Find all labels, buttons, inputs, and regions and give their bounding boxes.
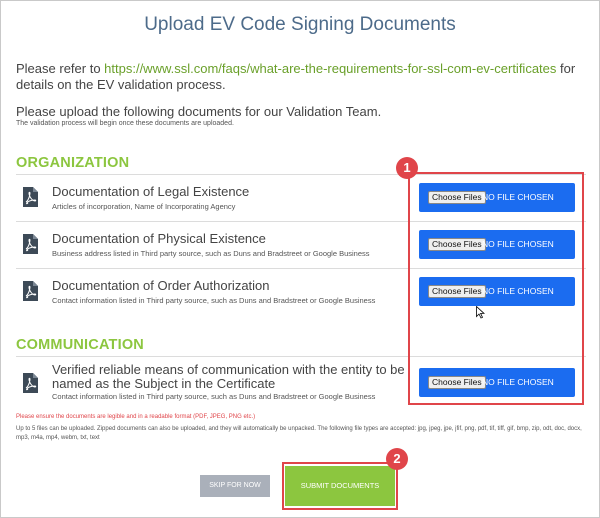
doc-title-line-1: Verified reliable means of communication with the entity to be — [52, 362, 405, 377]
doc-subtitle: Business address listed in Third party source, such as Duns and Bradstreet or Google Business — [52, 249, 370, 258]
organization-heading: ORGANIZATION — [16, 155, 130, 171]
doc-title-line-2: named as the Subject in the Certificate — [52, 376, 276, 391]
doc-title: Documentation of Order Authorization — [52, 278, 270, 293]
intro-prefix: Please refer to — [16, 61, 105, 76]
choose-files-button[interactable]: Choose Files — [428, 376, 486, 389]
upload-prompt: Please upload the following documents for our Validation Team. — [16, 104, 382, 119]
callout-badge-2: 2 — [386, 448, 408, 470]
pdf-icon — [22, 187, 38, 207]
communication-heading: COMMUNICATION — [16, 337, 144, 353]
intro-text — [16, 61, 576, 93]
legibility-warning: Please ensure the documents are legible and in a readable format (PDF, JPEG, PNG etc.) — [16, 414, 256, 420]
requirements-link[interactable]: https://www.ssl.com/faqs/what-are-the-requirements-for-ssl-com-ev-certificates — [104, 61, 557, 76]
choose-files-button[interactable]: Choose Files — [428, 285, 486, 298]
skip-for-now-button[interactable]: SKIP FOR NOW — [200, 475, 270, 497]
file-types-note: Up to 5 files can be uploaded. Zipped documents can also be uploaded, and they will automatically be unpacked. The following file types are accepted: jpg, jpeg, jpe, jfif, png, pdf, tif, tiff, gif, bmp, zip, odt, doc, docx, mp3, m4a, mp4, webm, txt, text — [16, 426, 582, 441]
doc-subtitle: Articles of incorporation, Name of Incorporating Agency — [52, 202, 236, 211]
choose-files-button[interactable]: Choose Files — [428, 191, 486, 204]
page-title: Upload EV Code Signing Documents — [144, 14, 456, 35]
no-file-chosen-label: NO FILE CHOSEN — [482, 377, 554, 387]
callout-badge-1: 1 — [396, 157, 418, 179]
doc-title: Documentation of Physical Existence — [52, 231, 266, 246]
callout-box-1 — [408, 172, 584, 405]
upload-note: The validation process will begin once these documents are uploaded. — [16, 120, 234, 127]
pdf-icon — [22, 234, 38, 254]
choose-files-button[interactable]: Choose Files — [428, 238, 486, 251]
no-file-chosen-label: NO FILE CHOSEN — [482, 239, 554, 249]
intro-suffix: for details on the EV validation process. — [16, 61, 576, 92]
pdf-icon — [22, 281, 38, 301]
no-file-chosen-label: NO FILE CHOSEN — [482, 192, 554, 202]
doc-subtitle: Contact information listed in Third party source, such as Duns and Bradstreet or Google Business — [52, 296, 376, 305]
mouse-pointer-icon — [476, 306, 485, 319]
doc-title: Documentation of Legal Existence — [52, 184, 250, 199]
no-file-chosen-label: NO FILE CHOSEN — [482, 286, 554, 296]
doc-subtitle: Contact information listed in Third party source, such as Duns and Bradstreet or Google Business — [52, 392, 376, 401]
submit-documents-button[interactable]: SUBMIT DOCUMENTS — [285, 466, 395, 506]
pdf-icon — [22, 373, 38, 393]
